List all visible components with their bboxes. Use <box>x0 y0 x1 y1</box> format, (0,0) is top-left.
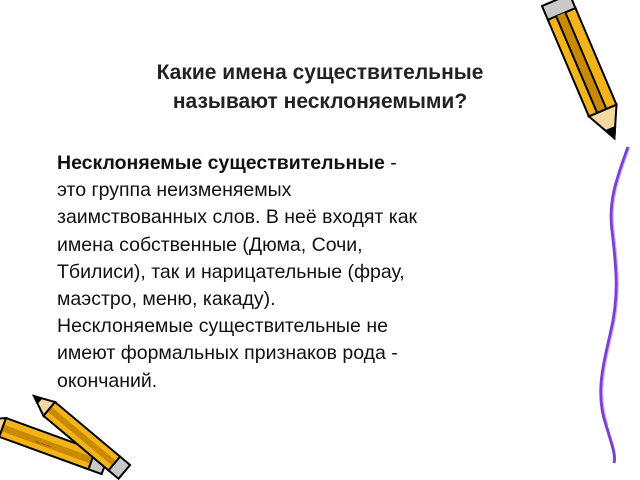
pencil-pair-icon <box>0 380 160 480</box>
ribbon-line <box>590 145 640 465</box>
svg-text:~~~: ~~~ <box>32 436 53 453</box>
body-line-3: имена собственные (Дюма, Сочи, <box>57 233 363 256</box>
body-line-5: маэстро, меню, какаду). <box>57 288 276 311</box>
body-line-7: имеют формальных признаков рода - <box>57 342 398 365</box>
term-bold: Несклоняемые существительные <box>57 152 385 174</box>
body-line-2: заимствованных слов. В неё входят как <box>57 206 418 229</box>
pencil-icon <box>530 0 640 160</box>
slide-title-line-1: Какие имена существительные <box>156 61 484 84</box>
definition-first-line <box>57 150 487 177</box>
slide-body <box>57 150 487 395</box>
slide-title-line-2: называют несклоняемыми? <box>172 90 468 113</box>
definition-dash: - <box>384 152 397 174</box>
body-line-8: окончаний. <box>57 369 158 392</box>
slide-title <box>90 58 550 116</box>
body-line-1: это группа неизменяемых <box>57 179 292 202</box>
body-line-6: Несклоняемые существительные не <box>57 315 388 338</box>
body-line-4: Тбилиси), так и нарицательные (фрау, <box>57 260 405 283</box>
